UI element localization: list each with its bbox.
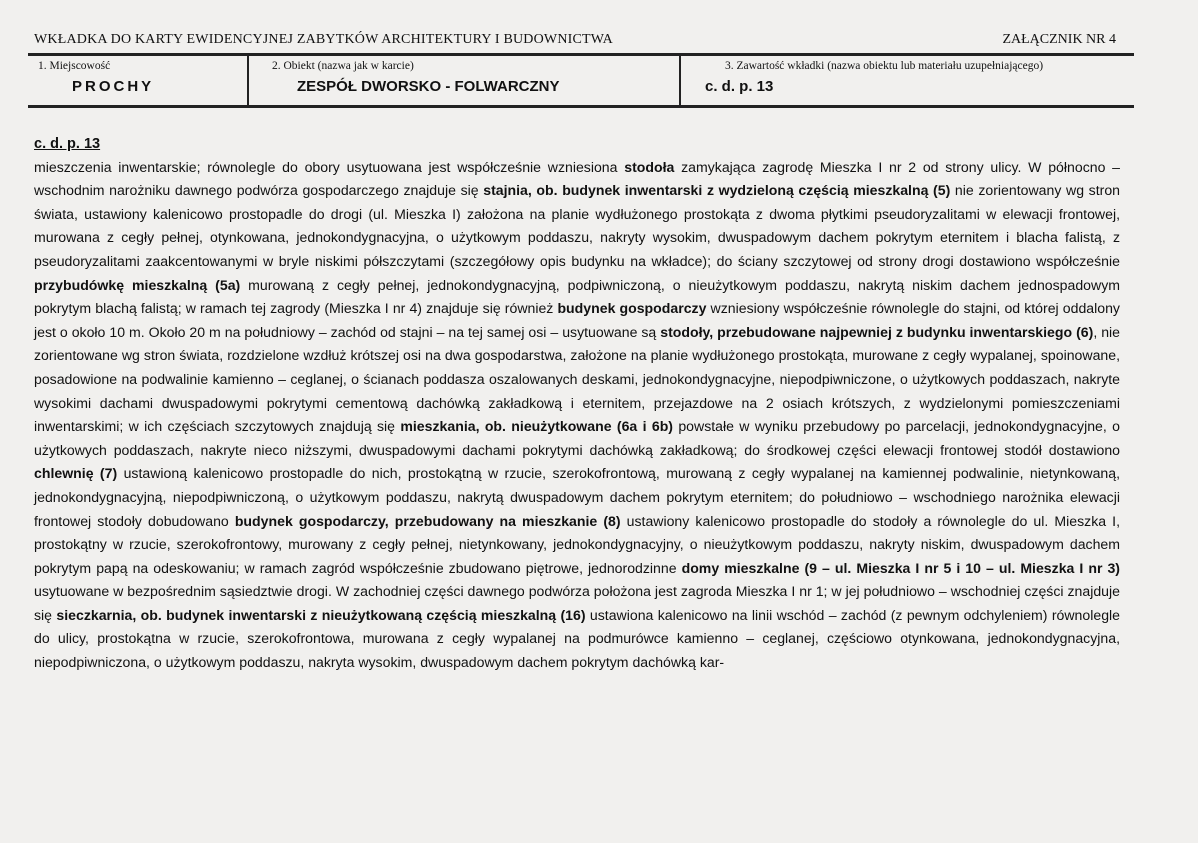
header-rule-top <box>28 53 1134 56</box>
locality-value: PROCHY <box>72 78 155 95</box>
bold-term: sieczkarnia, ob. budynek inwentarski z nieużytkowaną częścią mieszkalną (16) <box>56 606 586 623</box>
text-run: powstałe w wyniku przebudowy po parcelacji, jednokondygnacyjne, o użytkowych poddaszach, nakryte nieco niższymi, dwuspadowymi dachami pokrytymi dachówką zakładkową; do środkowej części elewacji frontowej stodół dostawiono <box>34 418 1120 458</box>
bold-term: stodoły, przebudowane najpewniej z budynku inwentarskiego (6) <box>660 323 1094 340</box>
text-run: zamykająca zagrodę Mieszka I nr 2 od strony ulicy. W północno – wschodnim narożniku dawnego podwórza gospodarczego znajduje się <box>34 158 1120 199</box>
text-run: wzniesiony współcześnie równolegle do stajni, od której oddalony jest o około 10 m. Około 20 m na południowy – zachód od stajni – na tej samej osi – usytuowane są <box>34 300 1120 340</box>
text-run: murowaną z cegły pełnej, jednokondygnacyjną, podpiwniczoną, o nieużytkowym poddaszu, nakrytą niskim dachem jednospadowym pokrytym blachą falistą; w ramach tej zagrody (Mieszka I nr 4) znajduje się również <box>34 276 1120 317</box>
section-reference: c. d. p. 13 <box>34 136 101 152</box>
text-run: ustawiony kalenicowo prostopadle do stodoły a równolegle do ul. Mieszka I, prostokątny w rzucie, szerokofrontowy, murowany z cegły pełnej, nietynkowany, jednokondygnacyjny, o nieużytkowym poddaszu, nakryty niskim, dwuspadowym dachem pokrytym papą na odeskowaniu; w ramach zagród współcześnie zbudowano piętrowe, jednorodzinne <box>34 512 1120 576</box>
document-body <box>34 133 1120 675</box>
text-run: ustawiona kalenicowo na linii wschód – zachód (z pewnym odchyleniem) równolegle do ulicy, prostokątna w rzucie, szerokofrontowa, murowana z cegły wypalanej na podmurówce kamienno – ceglanej, częściowo otynkowana, jednokondygnacyjna, niepodpiwniczona, o użytkowym poddaszu, nakryta wysokim, dwuspadowym dachem pokrytym dachówką kar- <box>34 606 1121 671</box>
bold-term: stajnia, ob. budynek inwentarski z wydzieloną częścią mieszkalną (5) <box>483 182 951 199</box>
document-header-title: WKŁADKA DO KARTY EWIDENCYJNEJ ZABYTKÓW ARCHITEKTURY I BUDOWNICTWA <box>34 32 613 47</box>
bold-term: budynek gospodarczy, przebudowany na mieszkanie (8) <box>234 512 621 529</box>
locality-label: 1. Miejscowość <box>38 60 111 72</box>
field-divider-2 <box>679 55 681 106</box>
insert-content-label: 3. Zawartość wkładki (nazwa obiektu lub materiału uzupełniającego) <box>725 60 1044 72</box>
text-run: mieszczenia inwentarskie; równolegle do obory usytuowana jest współcześnie wzniesiona <box>34 158 625 175</box>
object-label: 2. Obiekt (nazwa jak w karcie) <box>272 60 414 72</box>
body-paragraph <box>34 156 1120 675</box>
text-run: , nie zorientowane wg stron świata, rozdzielone wzdłuż krótszej osi na dwa gospodarstwa, założone na planie wydłużonego prostokąta, murowane z cegły wypalanej, spoinowane, posadowione na podwalinie kamienno – ceglanej, o ścianach poddasza oszalowanych deskami, jednokondygnacyjne, niepodpiwniczone, o użytkowych poddaszach, nakryte wysokimi dachami dwuspadowymi pokrytymi cementową dachówką zakładkową i eternitem, przejazdowe na 2 osiach krótszych, z wydzielonymi pomieszczeniami inwentarskimi; w ich częściach szczytowych znajdują się <box>34 323 1120 435</box>
bold-term: stodoła <box>624 158 675 175</box>
annex-number: ZAŁĄCZNIK NR 4 <box>1002 32 1116 47</box>
text-run: nie zorientowany wg stron świata, ustawiony kalenicowo prostopadle do drogi (ul. Mieszka I) założona na planie wydłużonego prostokąta z dwoma płytkimi pseudoryzalitami w elewacji frontowej, murowana z cegły pełnej, otynkowana, jednokondygnacyjna, o użytkowym poddaszu, nakryty wysokim, dwuspadowym dachem pokrytym eternitem i blacha falistą, z pseudoryzalitami zaakcentowanymi w bryle niskimi półszczytami (szczegółowy opis budynku na wkładce); do ściany szczytowej od strony drogi dostawiono współcześnie <box>34 182 1120 269</box>
bold-term: domy mieszkalne (9 – ul. Mieszka I nr 5 i 10 – ul. Mieszka I nr 3) <box>681 559 1120 576</box>
text-run: usytuowane w bezpośrednim sąsiedztwie drogi. W zachodniej części dawnego podwórza położona jest zagroda Mieszka I nr 1; w jej południowo – wschodniej części znajduje się <box>34 583 1120 623</box>
text-run: ustawioną kalenicowo prostopadle do nich, prostokątną w rzucie, szerokofrontową, murowaną z cegły wypalanej na kamiennej podwalinie, nietynkowaną, jednokondygnacyjną, niepodpiwniczoną, o użytkowym poddaszu, nakrytą dwuspadowym dachem pokrytym eternitem; do południowo – wschodniego narożnika elewacji frontowej stodoły dobudowano <box>34 465 1121 529</box>
field-divider-1 <box>247 55 249 106</box>
bold-term: chlewnię (7) <box>34 465 118 482</box>
bold-term: budynek gospodarczy <box>557 300 707 317</box>
header-rule-bottom <box>28 105 1134 108</box>
object-value: ZESPÓŁ DWORSKO - FOLWARCZNY <box>297 78 560 95</box>
insert-content-value: c. d. p. 13 <box>705 78 774 95</box>
bold-term: mieszkania, ob. nieużytkowane (6a i 6b) <box>400 418 673 435</box>
bold-term: przybudówkę mieszkalną (5a) <box>34 276 241 293</box>
